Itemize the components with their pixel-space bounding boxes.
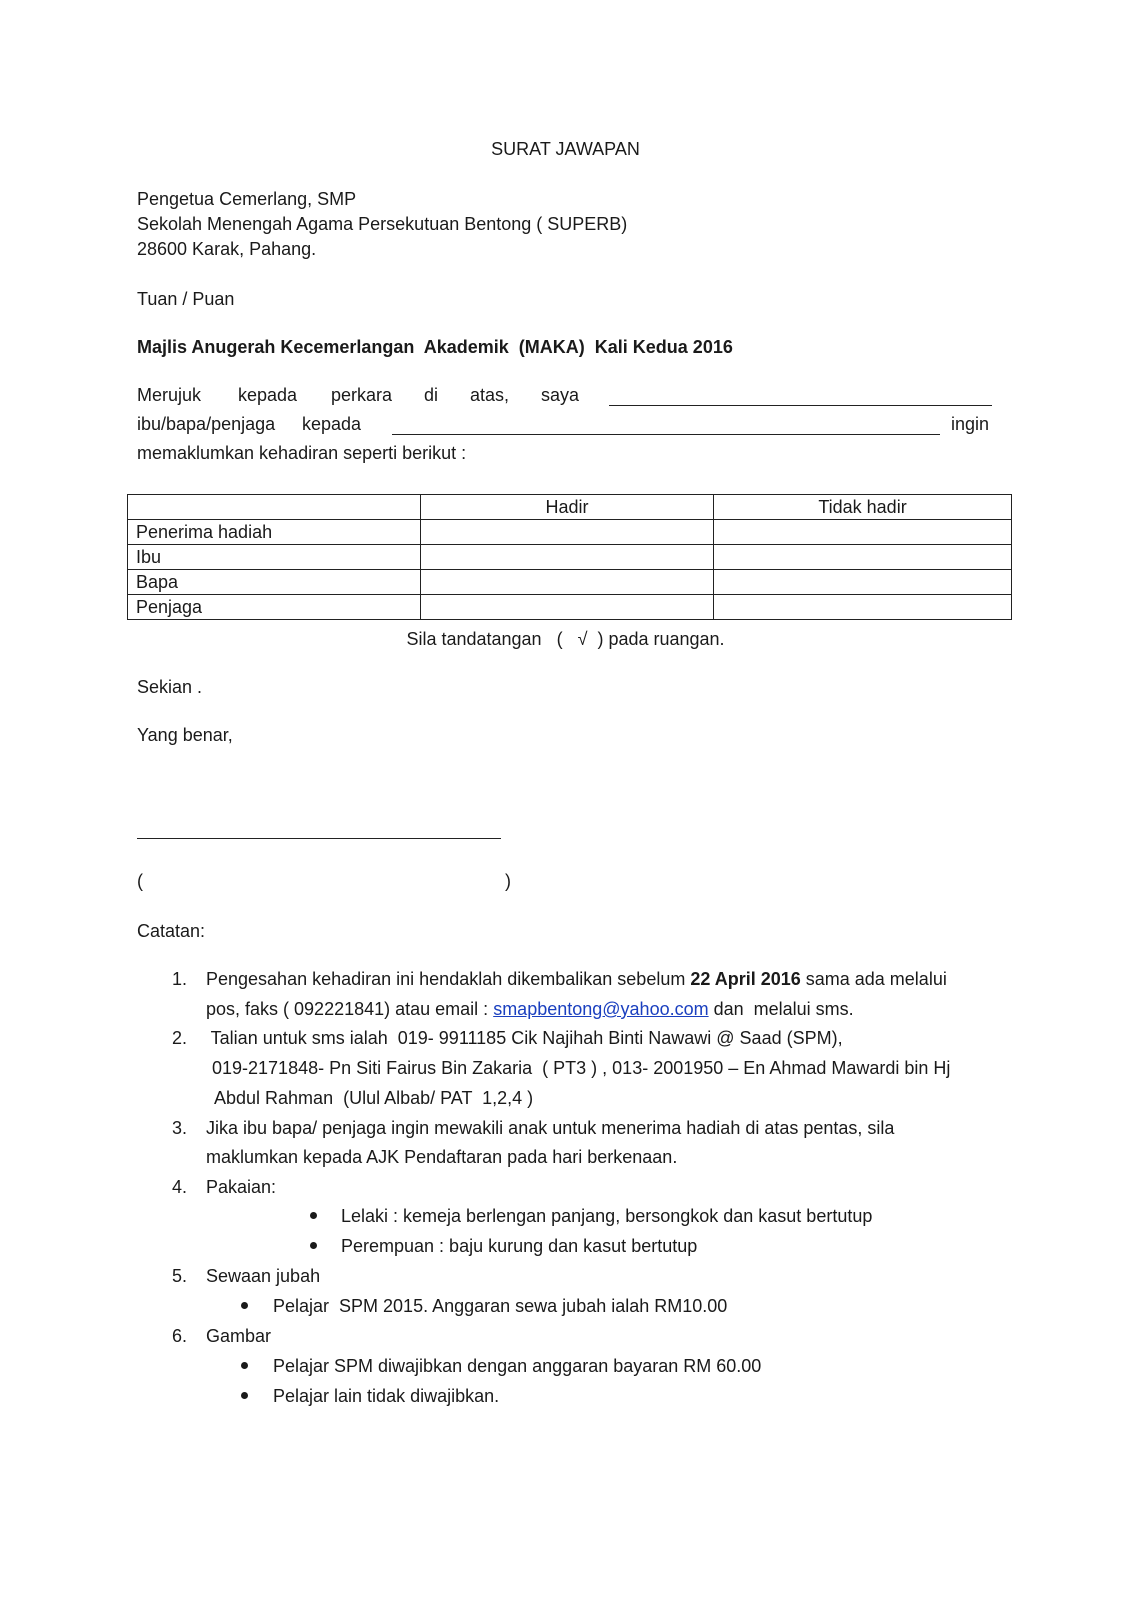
checkbox-cell-tidak-hadir[interactable] [714, 520, 1012, 545]
note-number: 4. [171, 1177, 187, 1197]
checkbox-cell-tidak-hadir[interactable] [714, 595, 1012, 620]
bullet-icon [310, 1212, 317, 1219]
deadline-date: 22 April 2016 [690, 969, 801, 989]
note-5-label: Sewaan jubah [206, 1266, 321, 1286]
row-label: Penerima hadiah [128, 520, 421, 545]
note-text: dan melalui sms. [708, 999, 854, 1019]
note-number: 5. [171, 1266, 187, 1286]
closing-sekian: Sekian . [137, 677, 203, 697]
bullet-icon [241, 1392, 248, 1399]
salutation: Tuan / Puan [137, 289, 235, 309]
note-text: sama ada melalui [800, 969, 947, 989]
row-label: Penjaga [128, 595, 421, 620]
table-header-cell [128, 495, 421, 520]
table-header-hadir: Hadir [421, 495, 714, 520]
note-4-label: Pakaian: [206, 1177, 277, 1197]
note-3-line-2: maklumkan kepada AJK Pendaftaran pada hari berkenaan. [206, 1147, 678, 1167]
checkbox-cell-tidak-hadir[interactable] [714, 570, 1012, 595]
attendance-table [127, 494, 1012, 620]
table-row [128, 520, 1012, 545]
email-link[interactable]: smapbentong@yahoo.com [493, 999, 709, 1019]
name-bracket-open: ( [137, 871, 143, 891]
fill-in-line-child[interactable] [392, 434, 940, 435]
checkbox-cell-hadir[interactable] [421, 520, 714, 545]
address-line-3: 28600 Karak, Pahang. [137, 239, 317, 259]
body-word: saya [541, 385, 580, 405]
note-text: pos, faks ( 092221841) atau email : [206, 999, 494, 1019]
table-header-tidak-hadir: Tidak hadir [714, 495, 1012, 520]
address-line-2: Sekolah Menengah Agama Persekutuan Bentong ( SUPERB) [137, 214, 628, 234]
table-instruction: Sila tandatangan ( √ ) pada ruangan. [406, 629, 725, 649]
note-5-bullet-1: Pelajar SPM 2015. Anggaran sewa jubah ialah RM10.00 [273, 1296, 728, 1316]
body-word: kepada [238, 385, 298, 405]
bullet-icon [310, 1242, 317, 1249]
row-label: Bapa [128, 570, 421, 595]
table-header-row [128, 495, 1012, 520]
body-word: di [424, 385, 439, 405]
body-word: Merujuk [137, 385, 202, 405]
note-2-line-3: Abdul Rahman (Ulul Albab/ PAT 1,2,4 ) [214, 1088, 534, 1108]
checkbox-cell-tidak-hadir[interactable] [714, 545, 1012, 570]
checkbox-cell-hadir[interactable] [421, 545, 714, 570]
body-word: perkara [331, 385, 393, 405]
note-number: 3. [171, 1118, 187, 1138]
note-3-line-1: Jika ibu bapa/ penjaga ingin mewakili anak untuk menerima hadiah di atas pentas, sila [206, 1118, 895, 1138]
note-4-bullet-1: Lelaki : kemeja berlengan panjang, bersongkok dan kasut bertutup [341, 1206, 873, 1226]
note-6-label: Gambar [206, 1326, 272, 1346]
body-word: ingin [951, 414, 990, 434]
note-1-line-1 [206, 968, 947, 990]
body-word: ibu/bapa/penjaga [137, 414, 276, 434]
name-bracket-close: ) [505, 871, 511, 891]
notes-label: Catatan: [137, 921, 206, 941]
bullet-icon [241, 1362, 248, 1369]
note-number: 2. [171, 1028, 187, 1048]
table-row [128, 595, 1012, 620]
body-word: kepada [302, 414, 362, 434]
note-1-line-2 [206, 998, 854, 1020]
row-label: Ibu [128, 545, 421, 570]
note-6-bullet-1: Pelajar SPM diwajibkan dengan anggaran bayaran RM 60.00 [273, 1356, 762, 1376]
note-number: 6. [171, 1326, 187, 1346]
subject-heading: Majlis Anugerah Kecemerlangan Akademik (MAKA) Kali Kedua 2016 [137, 337, 733, 357]
note-2-line-2: 019-2171848- Pn Siti Fairus Bin Zakaria ( PT3 ) , 013- 2001950 – En Ahmad Mawardi bin Hj [212, 1058, 951, 1078]
table-row [128, 545, 1012, 570]
checkbox-cell-hadir[interactable] [421, 570, 714, 595]
note-text: Pengesahan kehadiran ini hendaklah dikembalikan sebelum [206, 969, 691, 989]
fill-in-line-name[interactable] [609, 405, 992, 406]
closing-yang-benar: Yang benar, [137, 725, 233, 745]
page-title: SURAT JAWAPAN [491, 139, 640, 159]
note-4-bullet-2: Perempuan : baju kurung dan kasut bertutup [341, 1236, 698, 1256]
body-word: atas, [470, 385, 510, 405]
note-number: 1. [171, 969, 187, 989]
checkbox-cell-hadir[interactable] [421, 595, 714, 620]
note-6-bullet-2: Pelajar lain tidak diwajibkan. [273, 1386, 500, 1406]
bullet-icon [241, 1302, 248, 1309]
note-2-line-1: Talian untuk sms ialah 019- 9911185 Cik Najihah Binti Nawawi @ Saad (SPM), [206, 1028, 843, 1048]
address-line-1: Pengetua Cemerlang, SMP [137, 189, 357, 209]
table-row [128, 570, 1012, 595]
signature-line[interactable] [137, 838, 501, 839]
body-line-3: memaklumkan kehadiran seperti berikut : [137, 443, 467, 463]
